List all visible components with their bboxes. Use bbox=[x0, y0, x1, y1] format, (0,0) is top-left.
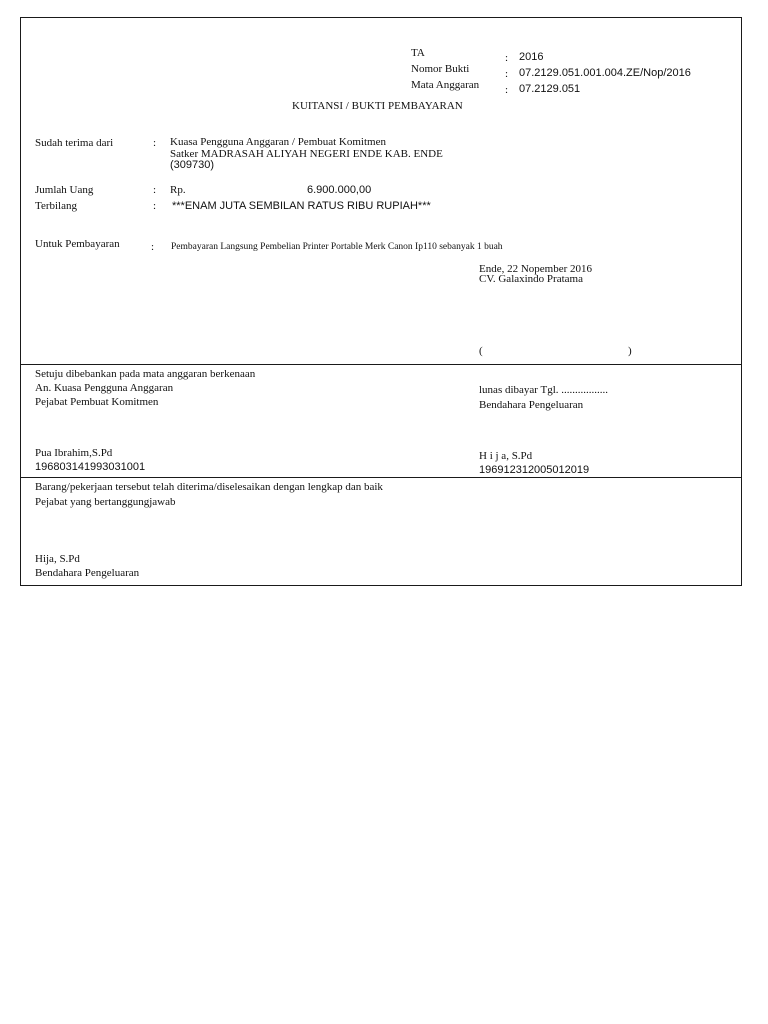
document-title: KUITANSI / BUKTI PEMBAYARAN bbox=[292, 100, 463, 112]
received-from-colon: : bbox=[153, 137, 157, 149]
received-from-line3: (309730) bbox=[170, 159, 215, 171]
nomor-bukti-colon: : bbox=[505, 68, 509, 80]
place-date: Ende, 22 Nopember 2016 bbox=[479, 263, 593, 275]
approval-statement: Setuju dibebankan pada mata anggaran berkenaan bbox=[35, 368, 256, 380]
nomor-bukti-label: Nomor Bukti bbox=[411, 63, 470, 75]
ta-value: 2016 bbox=[519, 51, 544, 63]
ta-label: TA bbox=[411, 47, 425, 59]
received-from-line1: Kuasa Pengguna Anggaran / Pembuat Komitmen bbox=[170, 136, 386, 148]
purpose-label: Untuk Pembayaran bbox=[35, 238, 120, 250]
spelled-colon: : bbox=[153, 200, 157, 212]
purpose-value: Pembayaran Langsung Pembelian Printer Portable Merk Canon Ip110 sebanyak 1 buah bbox=[171, 242, 503, 252]
received-from-line2: Satker MADRASAH ALIYAH NEGERI ENDE KAB. ENDE bbox=[170, 148, 443, 160]
vendor-signature-close: ) bbox=[628, 345, 632, 357]
section-divider-received bbox=[20, 477, 742, 478]
received-signer-name: Hija, S.Pd bbox=[35, 553, 80, 565]
purpose-colon: : bbox=[151, 241, 155, 253]
mata-anggaran-label: Mata Anggaran bbox=[411, 79, 480, 91]
paid-date-label: lunas dibayar Tgl. ................. bbox=[479, 384, 609, 396]
ta-colon: : bbox=[505, 52, 509, 64]
vendor-signature-open: ( bbox=[479, 345, 483, 357]
vendor-name: CV. Galaxindo Pratama bbox=[479, 273, 583, 285]
approval-role-line1: An. Kuasa Pengguna Anggaran bbox=[35, 382, 174, 394]
mata-anggaran-value: 07.2129.051 bbox=[519, 83, 581, 95]
approval-signer-name: Pua Ibrahim,S.Pd bbox=[35, 447, 113, 459]
spelled-value: ***ENAM JUTA SEMBILAN RATUS RIBU RUPIAH*** bbox=[172, 200, 431, 212]
amount-label: Jumlah Uang bbox=[35, 184, 94, 196]
spelled-label: Terbilang bbox=[35, 200, 77, 212]
received-role: Pejabat yang bertanggungjawab bbox=[35, 496, 176, 508]
nomor-bukti-value: 07.2129.051.001.004.ZE/Nop/2016 bbox=[519, 67, 691, 79]
treasurer-nip: 196912312005012019 bbox=[479, 464, 590, 476]
approval-signer-nip: 196803141993031001 bbox=[35, 461, 146, 473]
treasurer-name: H i j a, S.Pd bbox=[479, 450, 533, 462]
amount-colon: : bbox=[153, 184, 157, 196]
received-from-label: Sudah terima dari bbox=[35, 137, 114, 149]
approval-role-line2: Pejabat Pembuat Komitmen bbox=[35, 396, 159, 408]
currency-label: Rp. bbox=[170, 184, 186, 196]
received-signer-title: Bendahara Pengeluaran bbox=[35, 567, 140, 579]
section-divider-approval bbox=[20, 364, 742, 365]
treasurer-role: Bendahara Pengeluaran bbox=[479, 399, 584, 411]
amount-value: 6.900.000,00 bbox=[307, 184, 372, 196]
received-statement: Barang/pekerjaan tersebut telah diterima/diselesaikan dengan lengkap dan baik bbox=[35, 481, 383, 493]
mata-anggaran-colon: : bbox=[505, 84, 509, 96]
